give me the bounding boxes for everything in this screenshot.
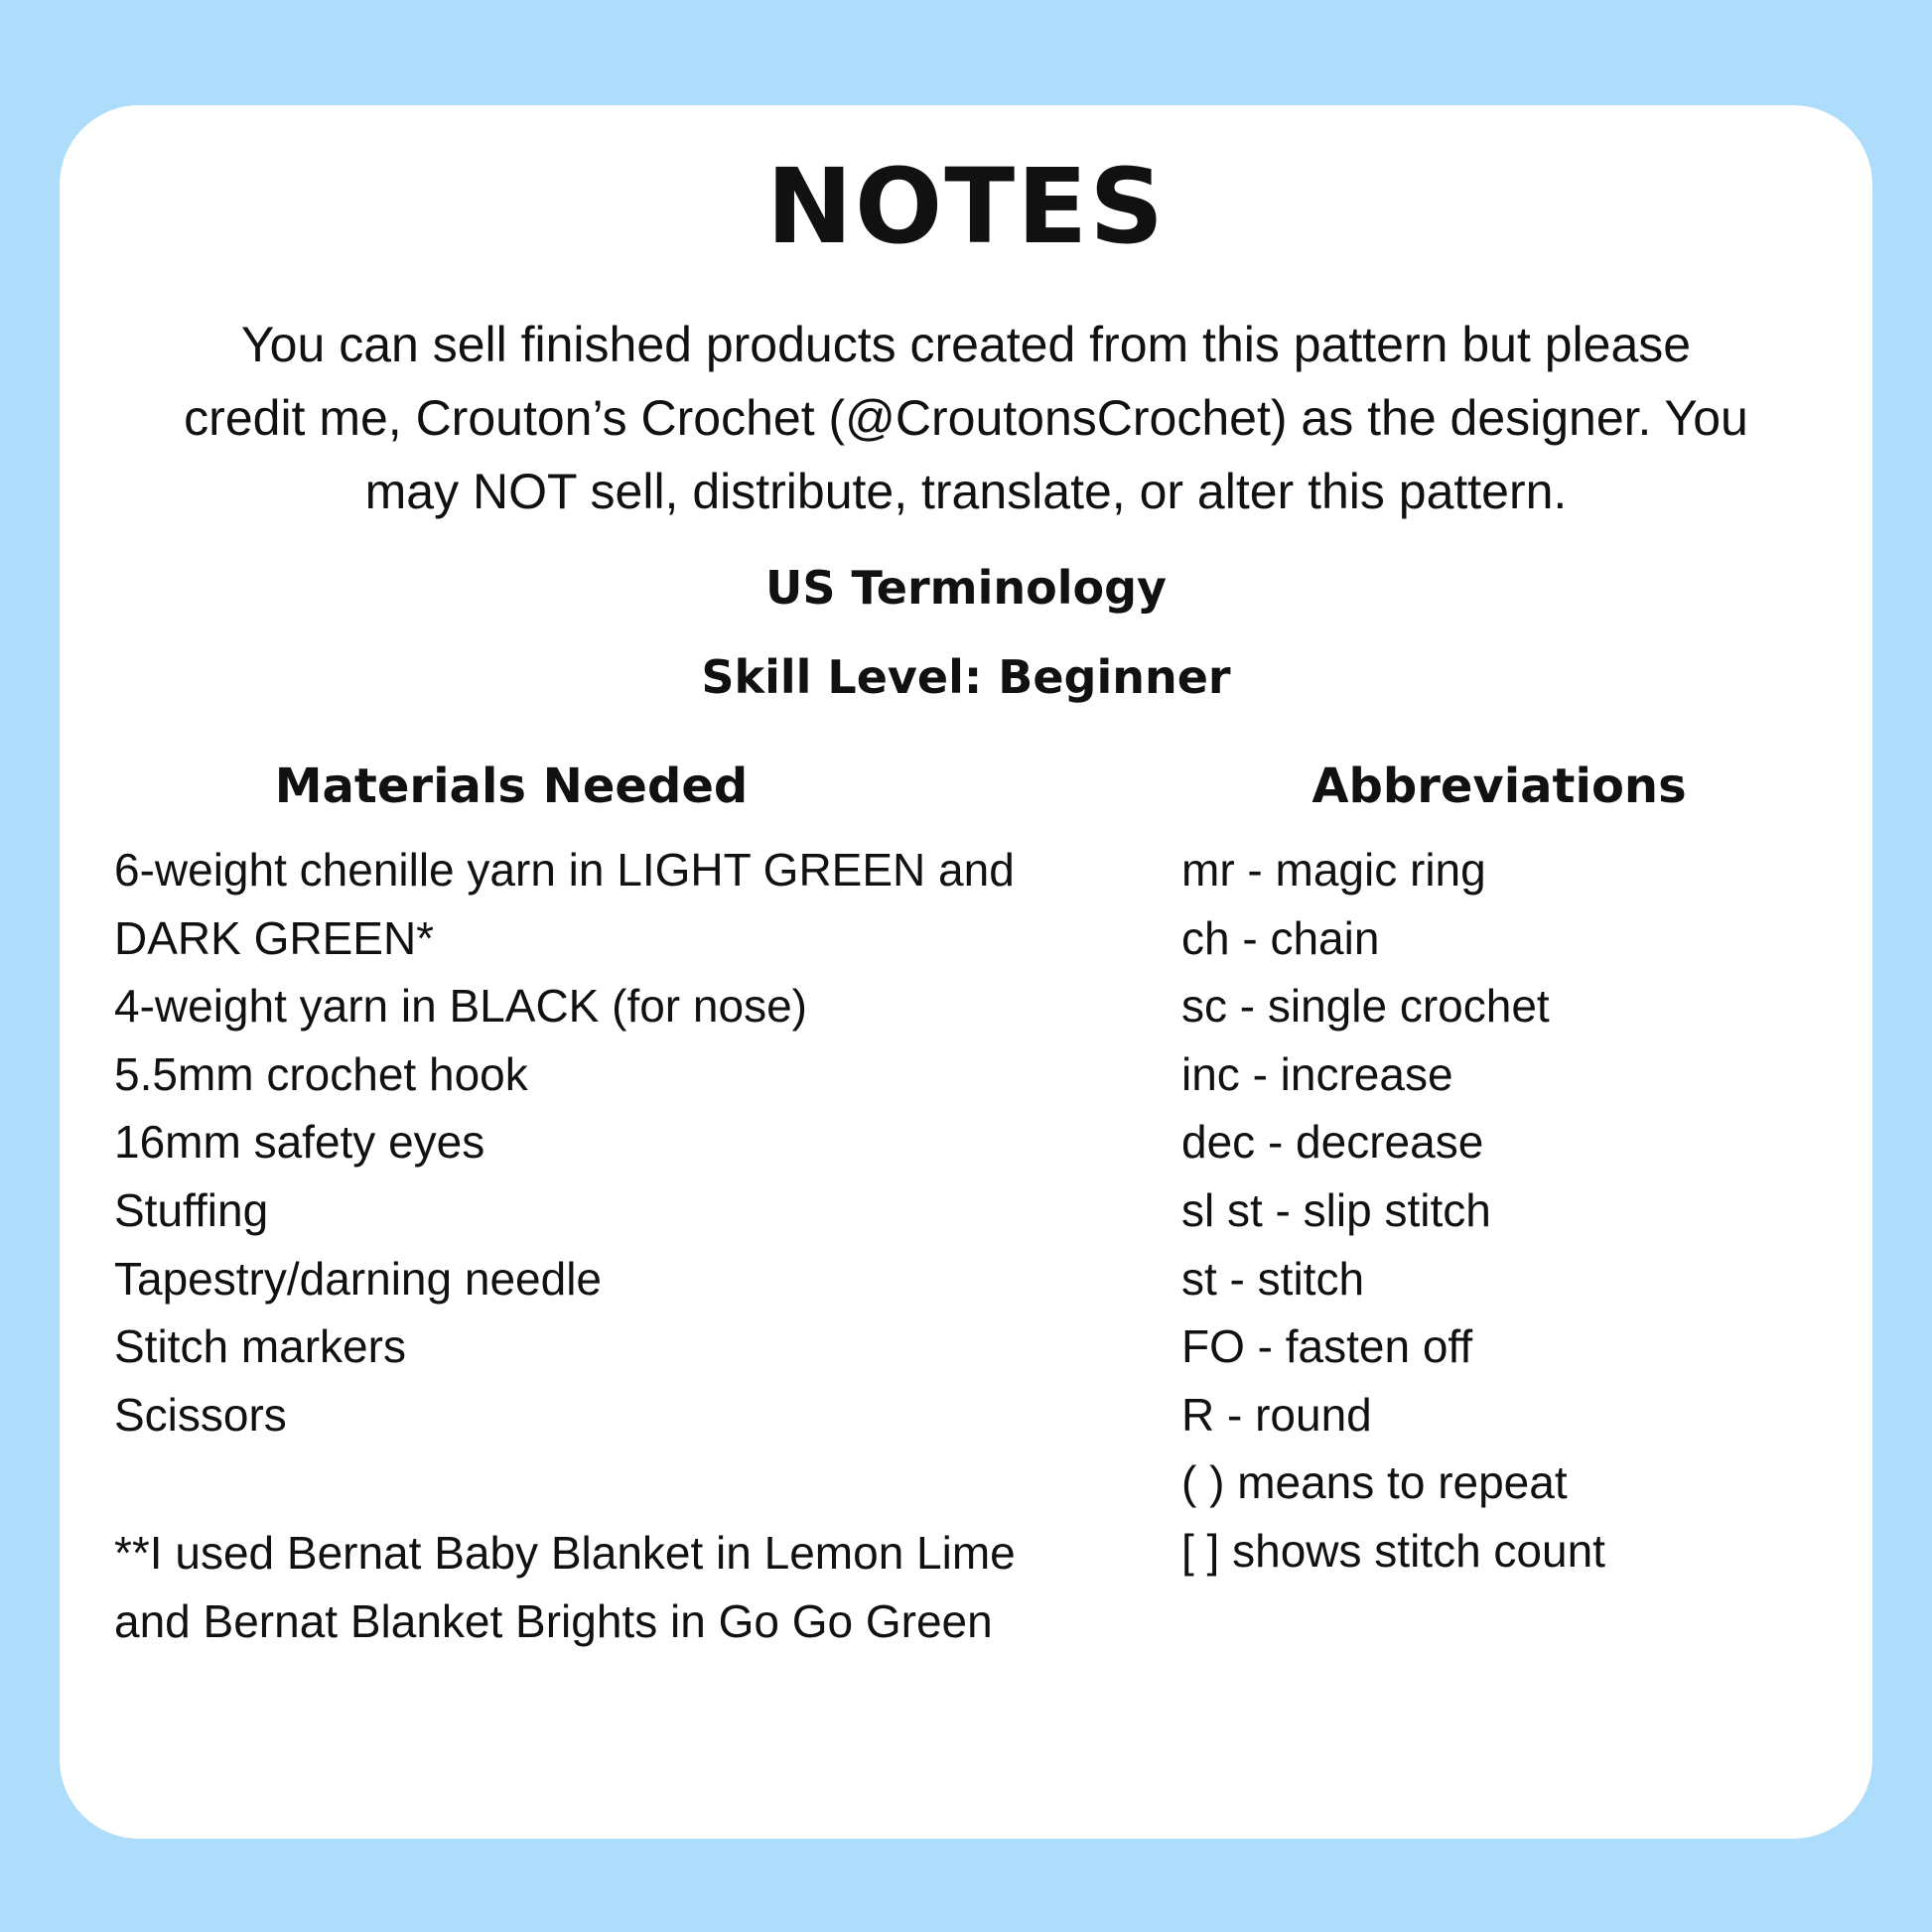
materials-item: 5.5mm crochet hook	[114, 1047, 528, 1100]
materials-item: Stuffing	[114, 1183, 269, 1236]
abbreviation-item: ( ) means to repeat	[1181, 1456, 1568, 1509]
materials-heading: Materials Needed	[274, 759, 749, 814]
abbreviations-list	[1181, 836, 1827, 1586]
materials-item: 16mm safety eyes	[114, 1116, 485, 1169]
materials-item: Stitch markers	[114, 1320, 406, 1373]
abbreviation-item: mr - magic ring	[1181, 844, 1486, 896]
usage-notice-line: may NOT sell, distribute, translate, or alter this pattern.	[364, 464, 1568, 519]
abbreviation-item: st - stitch	[1181, 1252, 1365, 1305]
materials-item: Scissors	[114, 1388, 287, 1441]
yarn-footnote-line: and Bernat Blanket Brights in Go Go Green	[114, 1595, 993, 1647]
materials-item: DARK GREEN*	[114, 911, 435, 964]
materials-list	[114, 836, 1087, 1449]
abbreviation-item: dec - decrease	[1181, 1116, 1484, 1169]
abbreviation-item: sl st - slip stitch	[1181, 1183, 1491, 1236]
abbreviation-item: FO - fasten off	[1181, 1320, 1473, 1373]
abbreviation-item: ch - chain	[1181, 911, 1380, 964]
skill-level-heading: Skill Level: Beginner	[701, 650, 1231, 704]
abbreviation-item: [ ] shows stitch count	[1181, 1524, 1605, 1577]
materials-item: Tapestry/darning needle	[114, 1252, 602, 1305]
abbreviation-item: R - round	[1181, 1388, 1372, 1441]
materials-item: 4-weight yarn in BLACK (for nose)	[114, 980, 807, 1033]
abbreviations-heading: Abbreviations	[1311, 759, 1687, 814]
yarn-footnote-line: **I used Bernat Baby Blanket in Lemon Lime	[114, 1527, 1016, 1579]
page-title: NOTES	[765, 146, 1167, 267]
usage-notice	[109, 308, 1823, 528]
materials-item: 6-weight chenille yarn in LIGHT GREEN and	[114, 844, 1015, 896]
yarn-footnote	[114, 1519, 1087, 1656]
terminology-heading: US Terminology	[765, 561, 1167, 615]
abbreviation-item: inc - increase	[1181, 1047, 1453, 1100]
usage-notice-line: credit me, Crouton’s Crochet (@CroutonsCrochet) as the designer. You	[184, 390, 1748, 446]
abbreviation-item: sc - single crochet	[1181, 980, 1550, 1033]
usage-notice-line: You can sell finished products created from this pattern but please	[240, 317, 1692, 372]
